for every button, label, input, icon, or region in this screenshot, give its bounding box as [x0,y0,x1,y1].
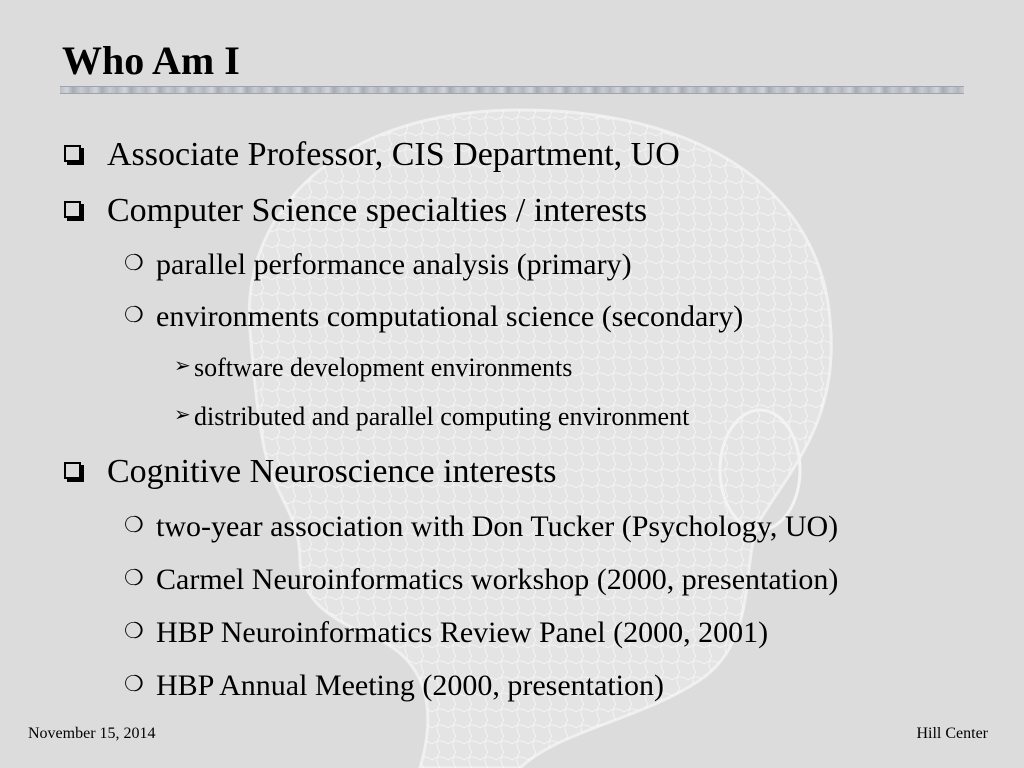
bullet-text: Associate Professor, CIS Department, UO [107,136,680,174]
circle-bullet-icon: ❍ [124,671,144,697]
footer-location: Hill Center [916,725,988,742]
sub-bullet-item [124,613,768,651]
title-divider [60,86,964,94]
circle-bullet-icon: ❍ [124,565,144,591]
bullet-text: HBP Neuroinformatics Review Panel (2000, 2001) [156,616,769,650]
bullet-text: two-year association with Don Tucker (Psychology, UO) [156,510,839,544]
sub-bullet-item [124,560,838,598]
bullet-item [64,450,556,492]
checkbox-bullet-icon [64,145,81,162]
slide-title: Who Am I [62,38,240,83]
bullet-text: software development environments [194,353,573,383]
bullet-text: parallel performance analysis (primary) [156,248,632,282]
arrow-bullet-icon: ➢ [174,404,191,427]
checkbox-bullet-icon [64,462,81,479]
bullet-text: distributed and parallel computing environment [194,402,690,432]
circle-bullet-icon: ❍ [124,302,144,328]
sub-bullet-item [124,297,743,335]
bullet-text: Computer Science specialties / interests [107,192,648,230]
footer-date: November 15, 2014 [28,725,156,742]
bullet-item [64,189,647,231]
bullet-item [64,133,680,175]
bullet-text: Carmel Neuroinformatics workshop (2000, presentation) [156,563,839,597]
bullet-text: HBP Annual Meeting (2000, presentation) [156,669,664,703]
circle-bullet-icon: ❍ [124,512,144,538]
bullet-text: environments computational science (secondary) [156,300,744,334]
circle-bullet-icon: ❍ [124,618,144,644]
sub-sub-bullet-item [174,350,572,384]
sub-bullet-item [124,245,632,283]
sub-sub-bullet-item [174,399,689,433]
sub-bullet-item [124,666,664,704]
circle-bullet-icon: ❍ [124,250,144,276]
checkbox-bullet-icon [64,201,81,218]
arrow-bullet-icon: ➢ [174,355,191,378]
bullet-text: Cognitive Neuroscience interests [107,453,557,491]
sub-bullet-item [124,507,838,545]
